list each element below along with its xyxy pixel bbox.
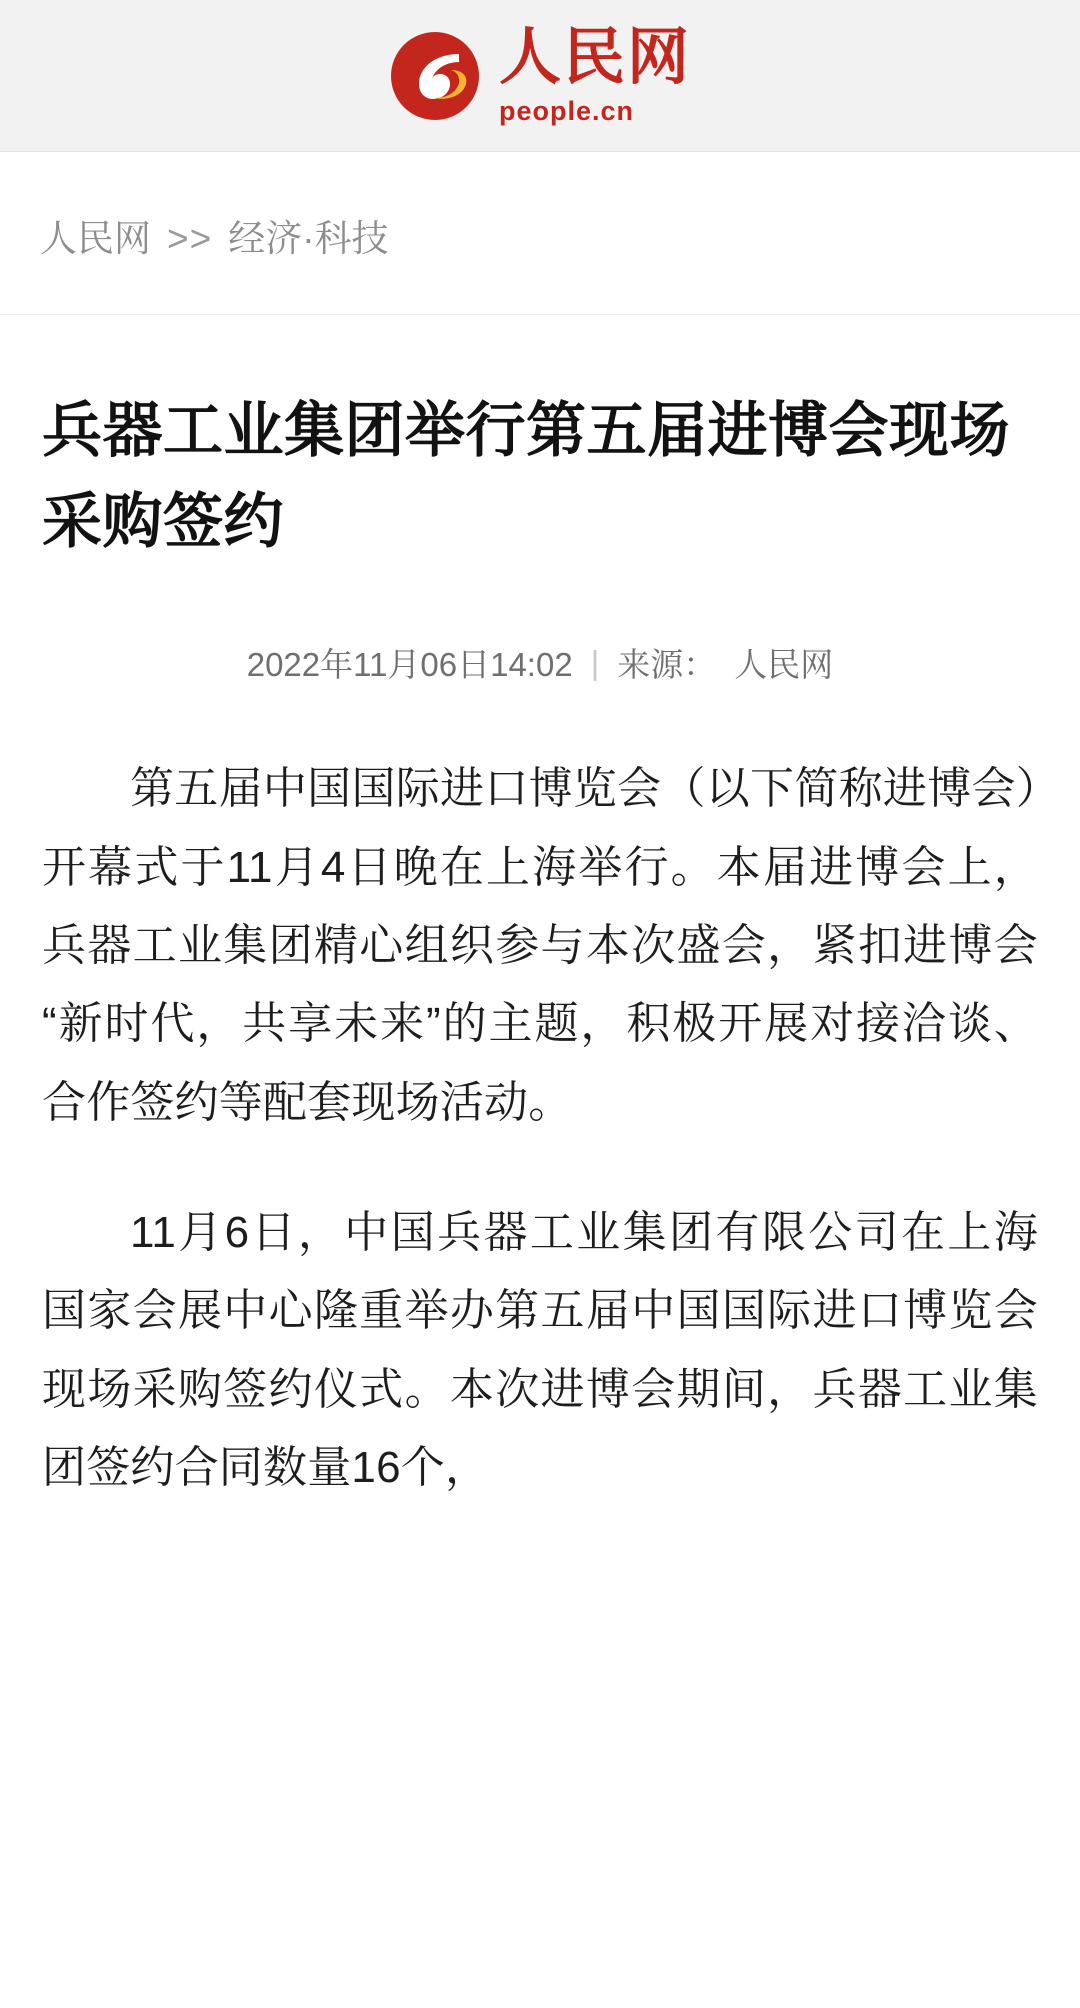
article-timestamp: 2022年11月06日14:02 <box>246 646 573 684</box>
site-logo[interactable] <box>389 20 691 126</box>
site-header <box>0 0 1080 152</box>
article-meta <box>42 639 1038 686</box>
page-title: 兵器工业集团举行第五届进博会现场采购签约 <box>42 397 1010 556</box>
article-paragraph: 第五届中国国际进口博览会（以下简称进博会）开幕式于11月4日晚在上海举行。本届进博会上，兵器工业集团精心组织参与本次盛会，紧扣进博会“新时代，共享未来”的主题，积极开展对接洽谈、合作签约等配套现场活动。 <box>42 764 1038 1127</box>
breadcrumb-item-home[interactable]: 人民网 <box>40 218 151 259</box>
source-label: 来源： <box>617 646 717 684</box>
logo-text-cn: 人民网 <box>498 20 691 93</box>
logo-text-en: people.cn <box>498 96 635 126</box>
article <box>0 385 1080 1507</box>
breadcrumb-item-category[interactable]: 经济·科技 <box>228 218 389 259</box>
article-paragraph: 11月6日，中国兵器工业集团有限公司在上海国家会展中心隆重举办第五届中国国际进口博览会现场采购签约仪式。本次进博会期间，兵器工业集团签约合同数量16个， <box>42 1207 1038 1492</box>
breadcrumb <box>0 152 1080 315</box>
breadcrumb-separator: >> <box>167 218 213 259</box>
logo-wordmark <box>498 20 691 126</box>
meta-divider: | <box>590 643 600 681</box>
source-name[interactable]: 人民网 <box>734 646 834 684</box>
article-body <box>42 750 1038 1507</box>
people-cn-flame-logo-icon <box>389 30 481 122</box>
